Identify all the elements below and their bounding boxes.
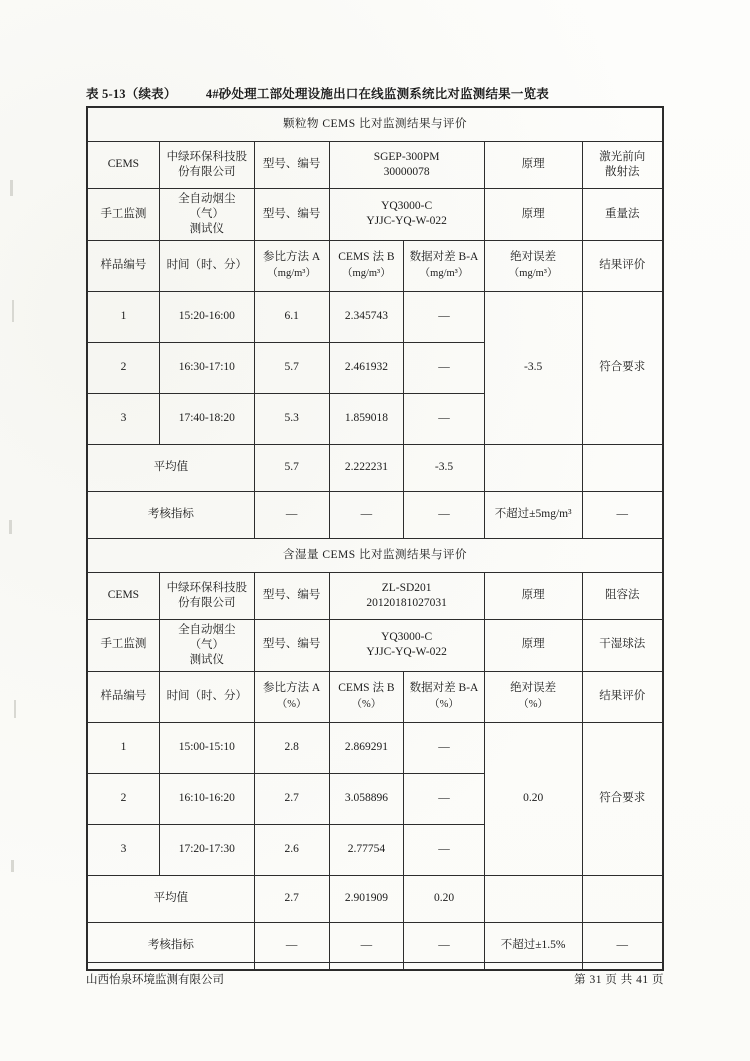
table-title-row bbox=[86, 84, 666, 102]
section2-col-cems-b-label: CEMS 法 B bbox=[338, 682, 395, 695]
section1-col-method-a-unit: （mg/m³） bbox=[267, 267, 316, 279]
section2-average-diff: 0.20 bbox=[404, 875, 485, 922]
section1-row1-b: 2.461932 bbox=[329, 342, 404, 393]
section2-row2-b: 2.77754 bbox=[329, 824, 404, 875]
section1-criteria-label: 考核指标 bbox=[88, 491, 255, 538]
section1-row2-time: 17:40-18:20 bbox=[159, 393, 254, 444]
section1-band: 颗粒物 CEMS 比对监测结果与评价 bbox=[88, 108, 663, 142]
section1-row2-b: 1.859018 bbox=[329, 393, 404, 444]
section1-col-diff-label: 数据对差 B-A bbox=[409, 251, 479, 264]
section2-row0-time: 15:00-15:10 bbox=[159, 722, 254, 773]
section2-col-sample-no: 样品编号 bbox=[88, 671, 160, 722]
section2-cems-principle-label: 原理 bbox=[484, 572, 582, 619]
section2-criteria-a: — bbox=[254, 922, 329, 969]
section1-cems-model-label: 型号、编号 bbox=[254, 142, 329, 189]
section2-row1-diff: — bbox=[404, 773, 485, 824]
section2-average-label: 平均值 bbox=[88, 875, 255, 922]
section2-row0-b: 2.869291 bbox=[329, 722, 404, 773]
section1-cems-principle-value: 激光前向 散射法 bbox=[582, 142, 663, 189]
section1-col-diff-unit: （mg/m³） bbox=[419, 267, 469, 279]
section1-col-abs-error-label: 绝对误差 bbox=[510, 251, 557, 264]
section2-abs-error-value: 0.20 bbox=[484, 722, 582, 875]
section2-manual-model-label: 型号、编号 bbox=[254, 619, 329, 671]
section2-criteria-label: 考核指标 bbox=[88, 922, 255, 969]
section1-abs-error-value: -3.5 bbox=[484, 291, 582, 444]
section2-col-abs-error-label: 绝对误差 bbox=[510, 682, 557, 695]
section1-col-cems-b-unit: （mg/m³） bbox=[342, 267, 391, 279]
section1-col-method-a-label: 参比方法 A bbox=[263, 251, 321, 264]
results-table bbox=[87, 107, 663, 970]
section2-col-method-a-label: 参比方法 A bbox=[263, 682, 321, 695]
section1-average-b: 2.222231 bbox=[329, 444, 404, 491]
section2-row2-time: 17:20-17:30 bbox=[159, 824, 254, 875]
section2-criteria-evaluation: — bbox=[582, 922, 663, 969]
section2-average-blank bbox=[484, 875, 582, 922]
section2-row1-no: 2 bbox=[88, 773, 160, 824]
section1-average-label: 平均值 bbox=[88, 444, 255, 491]
section2-manual-label: 手工监测 bbox=[88, 619, 160, 671]
section2-criteria-b: — bbox=[329, 922, 404, 969]
section2-col-method-a-unit: （%） bbox=[276, 698, 307, 710]
section2-band: 含湿量 CEMS 比对监测结果与评价 bbox=[88, 538, 663, 572]
section1-col-abs-error-unit: （mg/m³） bbox=[508, 267, 558, 279]
section1-manual-label: 手工监测 bbox=[88, 189, 160, 241]
section1-average-row bbox=[88, 444, 663, 491]
footer-page-number: 第 31 页 共 41 页 bbox=[574, 974, 664, 986]
section2-band-row bbox=[88, 538, 663, 572]
section1-average-diff: -3.5 bbox=[404, 444, 485, 491]
section1-manual-model-value: YQ3000-C YJJC-YQ-W-022 bbox=[329, 189, 484, 241]
section1-band-row bbox=[88, 108, 663, 142]
section1-criteria-a: — bbox=[254, 491, 329, 538]
section1-row0-a: 6.1 bbox=[254, 291, 329, 342]
section1-col-sample-no: 样品编号 bbox=[88, 240, 160, 291]
section2-col-diff bbox=[404, 671, 485, 722]
section1-evaluation-value: 符合要求 bbox=[582, 291, 663, 444]
section1-average-a: 5.7 bbox=[254, 444, 329, 491]
section2-row0-a: 2.8 bbox=[254, 722, 329, 773]
section1-row1-time: 16:30-17:10 bbox=[159, 342, 254, 393]
section1-cems-principle-label: 原理 bbox=[484, 142, 582, 189]
section1-col-cems-b bbox=[329, 240, 404, 291]
section1-criteria-b: — bbox=[329, 491, 404, 538]
section1-cems-company: 中绿环保科技股 份有限公司 bbox=[159, 142, 254, 189]
section1-header-row bbox=[88, 240, 663, 291]
section1-cems-label: CEMS bbox=[88, 142, 160, 189]
section1-col-abs-error bbox=[484, 240, 582, 291]
section2-average-a: 2.7 bbox=[254, 875, 329, 922]
section2-row1-time: 16:10-16:20 bbox=[159, 773, 254, 824]
section2-cems-company: 中绿环保科技股 份有限公司 bbox=[159, 572, 254, 619]
section2-row2-no: 3 bbox=[88, 824, 160, 875]
section1-cems-model-value: SGEP-300PM 30000078 bbox=[329, 142, 484, 189]
section1-criteria-row bbox=[88, 491, 663, 538]
section1-row0-diff: — bbox=[404, 291, 485, 342]
section2-col-method-a bbox=[254, 671, 329, 722]
section1-manual-instrument: 全自动烟尘（气） 测试仪 bbox=[159, 189, 254, 241]
section1-manual-model-label: 型号、编号 bbox=[254, 189, 329, 241]
table-row bbox=[88, 291, 663, 342]
section2-manual-row bbox=[88, 619, 663, 671]
section2-col-diff-unit: （%） bbox=[429, 698, 459, 710]
section1-row0-no: 1 bbox=[88, 291, 160, 342]
footer-company: 山西怡泉环境监测有限公司 bbox=[86, 974, 224, 986]
section2-manual-principle-value: 干湿球法 bbox=[582, 619, 663, 671]
section1-row0-time: 15:20-16:00 bbox=[159, 291, 254, 342]
table-row bbox=[88, 722, 663, 773]
page-footer bbox=[86, 962, 664, 987]
section2-average-b: 2.901909 bbox=[329, 875, 404, 922]
section1-average-blank bbox=[484, 444, 582, 491]
section1-criteria-abs-error: 不超过±5mg/m³ bbox=[484, 491, 582, 538]
section1-row1-diff: — bbox=[404, 342, 485, 393]
section2-manual-model-value: YQ3000-C YJJC-YQ-W-022 bbox=[329, 619, 484, 671]
section1-manual-principle-value: 重量法 bbox=[582, 189, 663, 241]
section2-average-eval-blank bbox=[582, 875, 663, 922]
section1-criteria-evaluation: — bbox=[582, 491, 663, 538]
section1-average-eval-blank bbox=[582, 444, 663, 491]
section2-header-row bbox=[88, 671, 663, 722]
section1-row2-a: 5.3 bbox=[254, 393, 329, 444]
section1-row2-diff: — bbox=[404, 393, 485, 444]
section1-col-cems-b-label: CEMS 法 B bbox=[338, 251, 395, 264]
section2-row2-a: 2.6 bbox=[254, 824, 329, 875]
section2-row1-b: 3.058896 bbox=[329, 773, 404, 824]
section2-criteria-diff: — bbox=[404, 922, 485, 969]
section1-manual-principle-label: 原理 bbox=[484, 189, 582, 241]
section2-col-time: 时间（时、分） bbox=[159, 671, 254, 722]
section1-cems-row bbox=[88, 142, 663, 189]
section1-row1-no: 2 bbox=[88, 342, 160, 393]
section1-col-diff bbox=[404, 240, 485, 291]
section1-criteria-diff: — bbox=[404, 491, 485, 538]
section2-average-row bbox=[88, 875, 663, 922]
section2-row1-a: 2.7 bbox=[254, 773, 329, 824]
section2-evaluation-value: 符合要求 bbox=[582, 722, 663, 875]
section2-cems-label: CEMS bbox=[88, 572, 160, 619]
section1-row0-b: 2.345743 bbox=[329, 291, 404, 342]
section2-col-cems-b-unit: （%） bbox=[351, 698, 382, 710]
section2-row0-no: 1 bbox=[88, 722, 160, 773]
section1-col-evaluation: 结果评价 bbox=[582, 240, 663, 291]
section1-col-time: 时间（时、分） bbox=[159, 240, 254, 291]
section2-col-diff-label: 数据对差 B-A bbox=[409, 682, 479, 695]
table-number: 表 5-13（续表） bbox=[86, 87, 177, 101]
section2-manual-principle-label: 原理 bbox=[484, 619, 582, 671]
section1-col-method-a bbox=[254, 240, 329, 291]
section2-criteria-abs-error: 不超过±1.5% bbox=[484, 922, 582, 969]
section2-row0-diff: — bbox=[404, 722, 485, 773]
section2-col-abs-error-unit: （%） bbox=[518, 698, 548, 710]
section2-cems-model-label: 型号、编号 bbox=[254, 572, 329, 619]
results-sheet bbox=[86, 106, 664, 971]
section2-manual-instrument: 全自动烟尘（气） 测试仪 bbox=[159, 619, 254, 671]
section2-col-evaluation: 结果评价 bbox=[582, 671, 663, 722]
section2-col-abs-error bbox=[484, 671, 582, 722]
section2-cems-principle-value: 阻容法 bbox=[582, 572, 663, 619]
section2-cems-row bbox=[88, 572, 663, 619]
section2-row2-diff: — bbox=[404, 824, 485, 875]
section2-col-cems-b bbox=[329, 671, 404, 722]
section1-manual-row bbox=[88, 189, 663, 241]
section2-cems-model-value: ZL-SD201 20120181027031 bbox=[329, 572, 484, 619]
section1-row1-a: 5.7 bbox=[254, 342, 329, 393]
section1-row2-no: 3 bbox=[88, 393, 160, 444]
page-title: 4#砂处理工部处理设施出口在线监测系统比对监测结果一览表 bbox=[205, 87, 549, 101]
